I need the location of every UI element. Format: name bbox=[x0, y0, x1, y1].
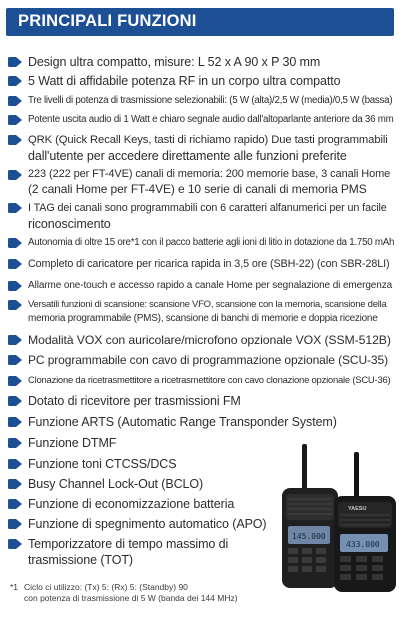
feature-text-line: Clonazione da ricetrasmettitore a ricetrasmettitore con cavo clonazione opzionale (SCU-36) bbox=[28, 375, 391, 386]
feature-text-line: Busy Channel Lock-Out (BCLO) bbox=[28, 477, 204, 491]
feature-item bbox=[28, 200, 394, 232]
arrow-bullet-icon bbox=[8, 417, 22, 427]
feature-text-line: Dotato di ricevitore per trasmissioni FM bbox=[28, 394, 241, 408]
arrow-bullet-icon bbox=[8, 203, 22, 213]
feature-text-line: riconoscimento bbox=[28, 217, 111, 231]
feature-text-line: Allarme one-touch e accesso rapido a canale Home per segnalazione di emergenza bbox=[28, 280, 393, 291]
arrow-bullet-icon bbox=[8, 57, 22, 67]
feature-item bbox=[28, 332, 394, 348]
arrow-bullet-icon bbox=[8, 539, 22, 549]
arrow-bullet-icon bbox=[8, 300, 22, 310]
feature-text-line: Tre livelli di potenza di trasmissione selezionabili: (5 W (alta)/2,5 W (media)/0,5 W (bassa) bbox=[28, 95, 393, 106]
feature-item bbox=[28, 256, 394, 272]
arrow-bullet-icon bbox=[8, 396, 22, 406]
feature-item bbox=[28, 393, 394, 409]
feature-text-line: Versatili funzioni di scansione: scansione VFO, scansione con la memoria, scansione della bbox=[28, 299, 387, 310]
arrow-bullet-icon bbox=[8, 135, 22, 145]
feature-text-line: I TAG dei canali sono programmabili con 6 caratteri alfanumerici per un facile bbox=[28, 202, 387, 214]
footnote-mark: *1 bbox=[10, 582, 19, 592]
feature-text-line: Funzione DTMF bbox=[28, 436, 117, 450]
feature-item bbox=[28, 94, 394, 108]
handheld-radios-illustration bbox=[276, 442, 400, 592]
section-title: PRINCIPALI FUNZIONI bbox=[18, 12, 197, 30]
display-left: 145.000 bbox=[292, 532, 326, 541]
arrow-bullet-icon bbox=[8, 376, 22, 386]
arrow-bullet-icon bbox=[8, 355, 22, 365]
feature-text-line: dall'utente per accedere direttamente alle funzioni preferite bbox=[28, 149, 347, 163]
feature-item bbox=[28, 414, 394, 430]
arrow-bullet-icon bbox=[8, 499, 22, 509]
feature-item bbox=[28, 167, 394, 197]
display-right: 433.000 bbox=[346, 540, 380, 549]
feature-item bbox=[28, 352, 394, 368]
feature-text-line: Funzione ARTS (Automatic Range Transponder System) bbox=[28, 415, 337, 429]
feature-text-line: QRK (Quick Recall Keys, tasti di richiamo rapido) Due tasti programmabili bbox=[28, 134, 388, 146]
arrow-bullet-icon bbox=[8, 519, 22, 529]
arrow-bullet-icon bbox=[8, 479, 22, 489]
footnote-line: Ciclo ci utilizzo: (Tx) 5: (Rx) 5: (Standby) 90 bbox=[24, 582, 188, 592]
arrow-bullet-icon bbox=[8, 170, 22, 180]
feature-text-line: memoria programmabile (PMS), scansione di banchi di memorie e doppia ricezione bbox=[28, 313, 378, 324]
arrow-bullet-icon bbox=[8, 438, 22, 448]
feature-item bbox=[28, 374, 394, 388]
feature-text-line: Completo di caricatore per ricarica rapida in 3,5 ore (SBH-22) (con SBR-28LI) bbox=[28, 258, 390, 270]
arrow-bullet-icon bbox=[8, 96, 22, 106]
feature-text-line: Modalità VOX con auricolare/microfono opzionale VOX (SSM-512B) bbox=[28, 333, 391, 347]
feature-text-line: PC programmabile con cavo di programmazione opzionale (SCU-35) bbox=[28, 353, 388, 367]
radio-brand: YAESU bbox=[348, 506, 367, 512]
feature-text-line: Design ultra compatto, misure: L 52 x A 90 x P 30 mm bbox=[28, 55, 321, 69]
feature-text-line: Autonomia di oltre 15 ore*1 con il pacco batterie agli ioni di litio in dotazione da 1.750 mAh bbox=[28, 237, 395, 248]
feature-item bbox=[28, 236, 394, 250]
feature-item bbox=[28, 132, 394, 164]
feature-item bbox=[28, 113, 394, 127]
feature-item bbox=[28, 278, 394, 294]
feature-text-line: Funzione di economizzazione batteria bbox=[28, 497, 235, 511]
feature-text-line: 5 Watt di affidabile potenza RF in un corpo ultra compatto bbox=[28, 74, 341, 88]
feature-text-line: Funzione toni CTCSS/DCS bbox=[28, 457, 177, 471]
feature-text-line: Temporizzatore di tempo massimo di bbox=[28, 537, 229, 551]
footnote-line: con potenza di trasmissione di 5 W (banda dei 144 MHz) bbox=[24, 593, 238, 603]
arrow-bullet-icon bbox=[8, 259, 22, 269]
feature-text-line: Funzione di spegnimento automatico (APO) bbox=[28, 517, 267, 531]
feature-item bbox=[28, 298, 394, 326]
feature-text-line: (2 canali Home per FT-4VE) e 10 serie di canali di memoria PMS bbox=[28, 182, 367, 196]
feature-text-line: 223 (222 per FT-4VE) canali di memoria: 200 memorie base, 3 canali Home bbox=[28, 168, 391, 180]
feature-item bbox=[28, 54, 394, 70]
feature-text-line: Potente uscita audio di 1 Watt e chiaro segnale audio dall'altoparlante anteriore da 36 mm bbox=[28, 114, 394, 125]
feature-text-line: trasmissione (TOT) bbox=[28, 553, 133, 567]
radio-image bbox=[276, 442, 400, 592]
feature-item bbox=[28, 73, 394, 89]
arrow-bullet-icon bbox=[8, 76, 22, 86]
arrow-bullet-icon bbox=[8, 115, 22, 125]
arrow-bullet-icon bbox=[8, 335, 22, 345]
arrow-bullet-icon bbox=[8, 281, 22, 291]
arrow-bullet-icon bbox=[8, 238, 22, 248]
arrow-bullet-icon bbox=[8, 459, 22, 469]
